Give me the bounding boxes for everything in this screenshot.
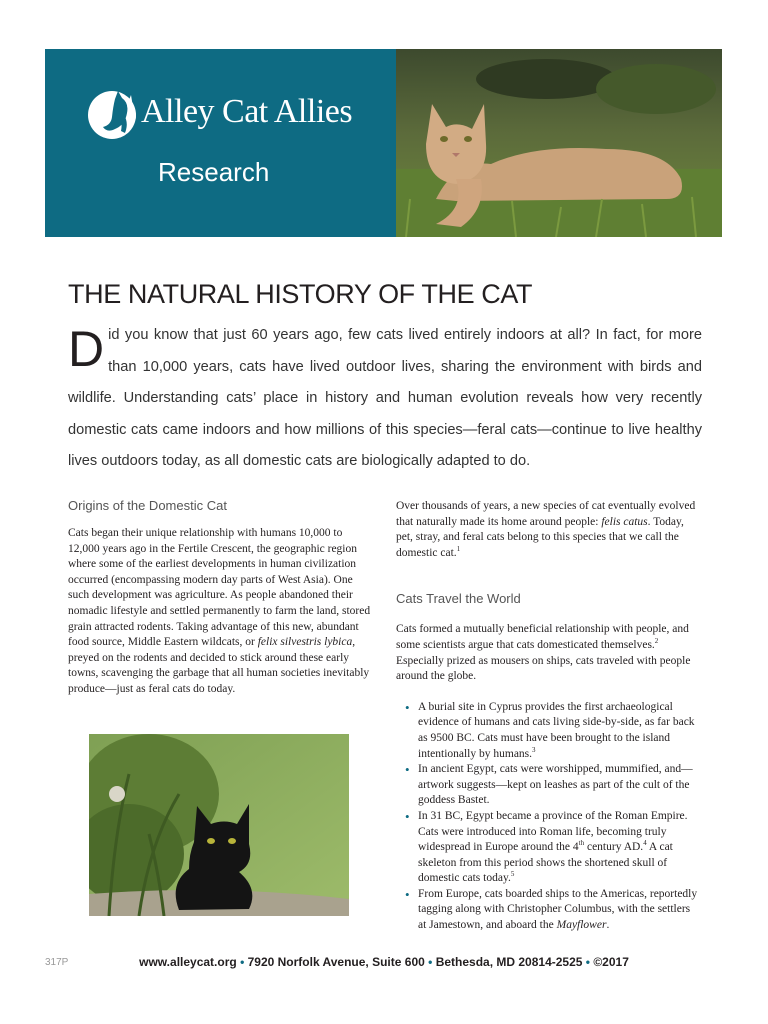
website-link[interactable]: www.alleycat.org: [139, 955, 237, 969]
left-column: [68, 498, 372, 698]
right-column: [396, 499, 700, 934]
black-cat-photo: [89, 734, 349, 916]
brand-name: Alley Cat Allies: [141, 93, 353, 130]
separator: •: [428, 955, 433, 969]
header-banner: [45, 49, 722, 237]
document-code: 317P: [45, 957, 69, 968]
copyright: ©2017: [593, 955, 629, 969]
separator: •: [585, 955, 590, 969]
separator: •: [240, 955, 245, 969]
origins-continued-paragraph: Over thousands of years, a new species of cat eventually evolved that naturally made its home around people: felis catus. Today, pet, stray, and feral cats belong to this species that we call the domestic cat.$^1$: [396, 500, 696, 559]
list-item: • In ancient Egypt, cats were worshipped, mummified, and—artwork suggests—kept on leashes as part of the cult of the goddess Bastet.: [396, 762, 700, 809]
intro-text: id you know that just 60 years ago, few cats lived entirely indoors at all? In fact, for more than 10,000 years, cats have lived outdoor lives, sharing the environment with birds and wildlife. Understanding cats’ place in history and human evolution reveals how very recently domestic cats came indoors and how millions of this species—feral cats—continue to live healthy lives outdoors today, as all domestic cats are biologically adapted to do.: [68, 327, 702, 470]
section-label: Research: [158, 157, 270, 187]
drop-cap: D: [68, 321, 105, 377]
origins-heading: Origins of the Domestic Cat: [68, 498, 227, 513]
travel-paragraph: Cats formed a mutually beneficial relationship with people, and some scientists argue that cats domesticated themselves.$^2$ Especially prized as mousers on ships, cats traveled with people around the globe.: [396, 623, 691, 683]
intro-paragraph: [68, 320, 702, 478]
list-item: • From Europe, cats boarded ships to the Americas, reportedly tagging along with Christopher Columbus, with the settlers at Jamestown, and aboard the Mayflower.: [396, 887, 700, 934]
list-item: • A burial site in Cyprus provides the first archaeological evidence of humans and cats living side-by-side, as far back as 9500 BC. Cats must have been brought to the island intentionally by humans.$^3$: [396, 700, 700, 762]
brand-panel: [45, 49, 396, 237]
cat-logo-icon: [85, 85, 141, 141]
cat-photo-grass: [396, 49, 722, 237]
page-title: THE NATURAL HISTORY OF THE CAT: [68, 279, 533, 309]
travel-list: [396, 700, 700, 934]
list-item: • In 31 BC, Egypt became a province of the Roman Empire. Cats were introduced into Roman life, becoming truly widespread in Europe around the 4th century AD.$^4$ A cat skeleton from this period shows the shortened skull of domestic cats today.$^5$: [396, 809, 700, 887]
origins-paragraph: Cats began their unique relationship with humans 10,000 to 12,000 years ago in the Fertile Crescent, the geographic region where some of the earliest developments in human civilization occurred (encompassing modern day parts of West Asia). One such development was agriculture. As people abandoned their nomadic lifestyle and settled permanently to farm the land, stored grain attracted rodents. Taking advantage of this new, abundant food source, Middle Eastern wildcats, or felix silvestris lybica, preyed on the rodents and decided to stick around these early towns, scavenging the garbage that all human societies inevitably produce—just as feral cats do today.: [68, 527, 371, 695]
travel-heading: Cats Travel the World: [396, 591, 521, 607]
city: Bethesda, MD 20814-2525: [435, 955, 583, 969]
footer: [0, 955, 768, 969]
address: 7920 Norfolk Avenue, Suite 600: [247, 955, 425, 969]
